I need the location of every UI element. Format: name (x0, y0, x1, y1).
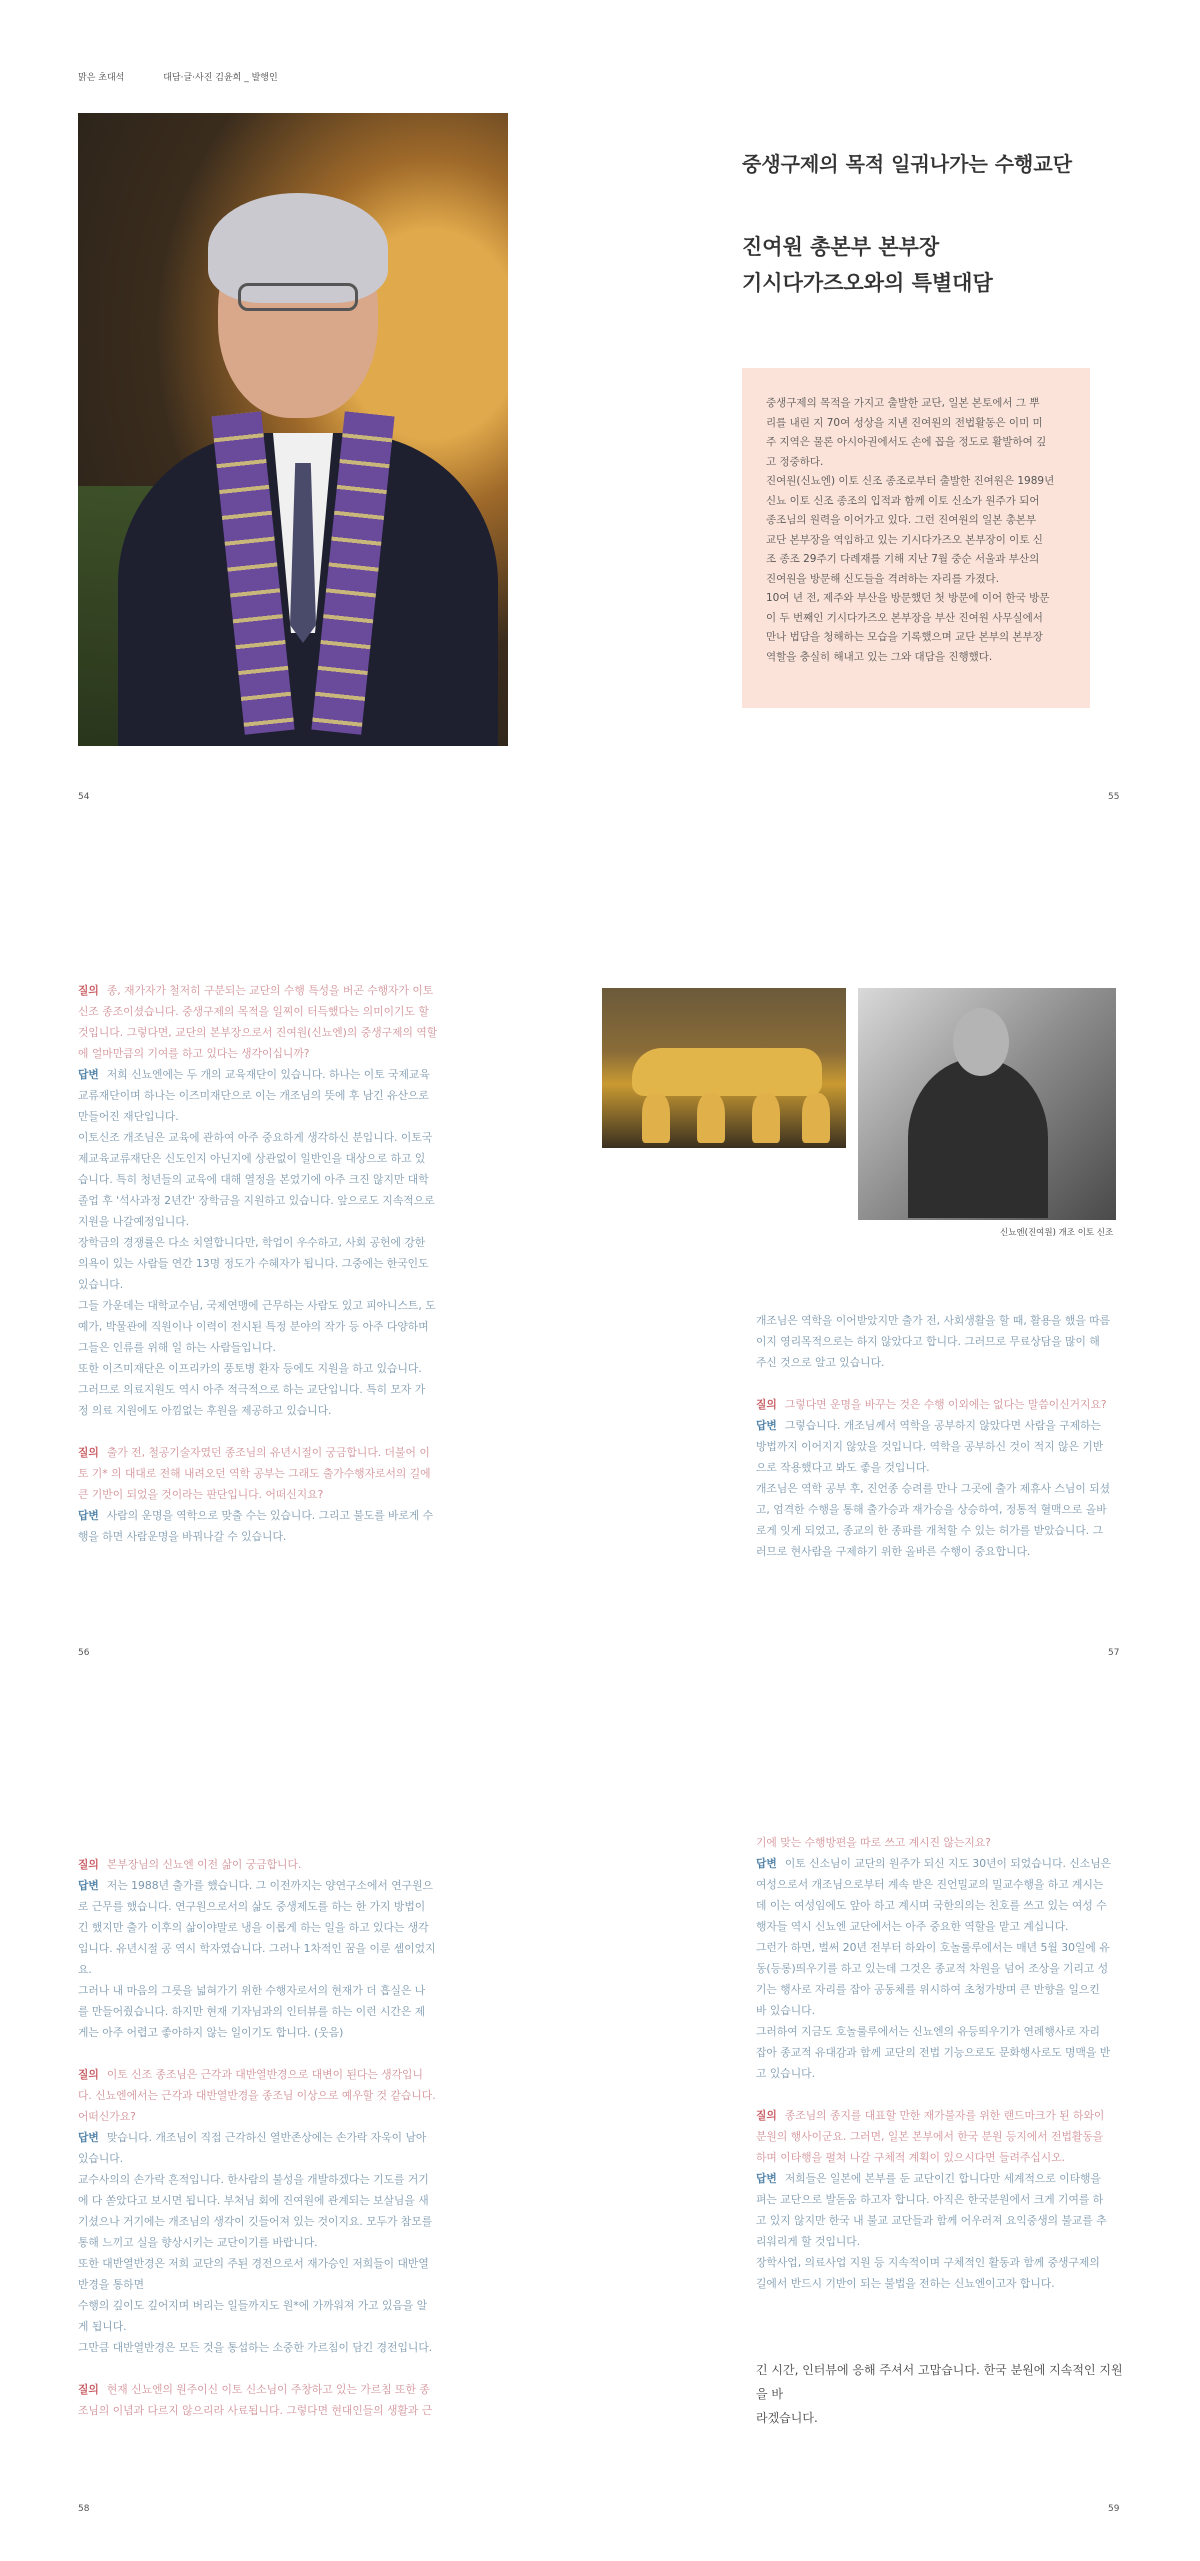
answer-text: 에 다 쏟았다고 보시면 됩니다. 부처님 회에 진여원에 관계되는 보살님을 새 (78, 2194, 429, 2207)
credit-label: 대담·글·사진 김윤희 _ 발행인 (163, 73, 278, 83)
answer-text: 수행의 깊이도 깊어지며 버리는 일들까지도 원*에 가까워져 가고 있음을 알 (78, 2299, 428, 2312)
answer-text: 습니다. 특히 청년들의 교육에 대해 열정을 본었기에 아주 크진 않지만 대학 (78, 1173, 429, 1186)
page-number: 58 (78, 2504, 90, 2514)
answer-text: 또한 이즈미재단은 이프리카의 풍토병 환자 등에도 지원을 하고 있습니다. (78, 1362, 422, 1375)
answer-text: 로 근무를 했습니다. 연구원으로서의 삶도 중생제도를 하는 한 가지 방법이 (78, 1900, 426, 1913)
question-text: 출가 전, 철공기술자였던 종조님의 유년시절이 궁금합니다. 더불어 이 (106, 1446, 430, 1459)
page-59-text (756, 1832, 1126, 2294)
answer-text: 요. (78, 1963, 92, 1976)
answer-label: 답변 (78, 1068, 99, 1081)
page-number: 59 (1108, 2504, 1120, 2514)
question-text: 어떠신가요? (78, 2110, 136, 2123)
answer-text: 교류재단이며 하나는 이즈미재단으로 이는 개조님의 뜻에 후 남긴 유산으로 (78, 1089, 429, 1102)
question-text: 기에 맞는 수행방편을 따로 쓰고 계시진 않는지요? (756, 1836, 991, 1849)
page-number: 54 (78, 792, 90, 802)
answer-text: 그들 가운데는 대학교수님, 국제연맹에 근무하는 사람도 있고 피아니스트, 도 (78, 1299, 436, 1312)
answer-text: 이토 신소님이 교단의 원주가 되신 지도 30년이 되었습니다. 신소님은 (784, 1857, 1112, 1870)
question-text: 현재 신뇨엔의 원주이신 이토 신소님이 주창하고 있는 가르침 또한 종 (106, 2383, 430, 2396)
question-text: 본부장님의 신뇨엔 이전 삶이 궁금합니다. (106, 1858, 302, 1871)
answer-text: 그러나 내 마음의 그릇을 넓혀가기 위한 수행자로서의 현재가 더 흡실은 나 (78, 1984, 426, 1997)
closing-remark (756, 2358, 1126, 2430)
intro-line: 만나 법담을 청해하는 모습을 기록했으며 교단 본부의 본부장 (766, 631, 1043, 643)
answer-text: 그렇습니다. 개조님께서 역학을 공부하지 않았다면 사람을 구제하는 (784, 1419, 1101, 1432)
page-57-text (756, 1310, 1126, 1562)
answer-text: 예가, 박물관에 직원이나 이력이 전시된 특정 분야의 작가 등 아주 다양하며 (78, 1320, 429, 1333)
portrait-photo (78, 113, 508, 746)
answer-text: 저희 신뇨엔에는 두 개의 교육재단이 있습니다. 하나는 이토 국제교육 (106, 1068, 430, 1081)
question-label: 질의 (78, 2383, 99, 2396)
title-line-3: 기시다가즈오와의 특별대담 (742, 271, 993, 295)
page-number: 55 (1108, 792, 1120, 802)
answer-text: 바 있습니다. (756, 2004, 816, 2017)
answer-text: 그러하여 지금도 호놀룰루에서는 신뇨엔의 유등띄우기가 연례행사로 자리 (756, 2025, 1100, 2038)
intro-line: 신뇨 이토 신조 종조의 입적과 함께 이토 신소가 원주가 되어 (766, 494, 1040, 507)
intro-line: 역할을 충실히 해내고 있는 그와 대담을 진행했다. (766, 650, 993, 663)
answer-text: 여성으로서 개조님으로부터 계속 받은 진언밀교의 밀교수행을 하고 계시는 (756, 1878, 1104, 1891)
title-line-1: 중생구제의 목적 일궈나가는 수행교단 (742, 152, 1073, 176)
answer-text: 저는 1988년 출가를 했습니다. 그 이전까지는 양연구소에서 연구원으 (106, 1879, 433, 1892)
answer-text: 그들은 인류를 위해 일 하는 사람들입니다. (78, 1341, 276, 1354)
answer-text: 기셨으나 거기에는 개조님의 생각이 깃들어져 있는 것이지요. 모두가 참모를 (78, 2215, 433, 2228)
answer-text: 이지 영리목적으로는 하지 않았다고 합니다. 그러므로 무료상담을 많이 해 (756, 1335, 1100, 1348)
section-label: 맑은 초대석 (78, 73, 125, 83)
closing-text: 긴 시간, 인터뷰에 응해 주셔서 고맙습니다. 한국 분원에 지속적인 지원을 바 (756, 2363, 1123, 2401)
answer-text: 긴 했지만 출가 이후의 삶이야말로 냉을 이롭게 하는 일을 하고 있다는 생각 (78, 1921, 429, 1934)
intro-line: 이 두 번째인 기시다가즈오 본부장을 부산 진여원 사무실에서 (766, 611, 1043, 624)
question-text: 분원의 행사이군요. 그러면, 일본 본부에서 한국 분원 등지에서 전법활동을 (756, 2130, 1104, 2143)
answer-text: 으로 작용했다고 봐도 좋을 것입니다. (756, 1461, 930, 1474)
answer-label: 답변 (756, 1857, 777, 1870)
answer-label: 답변 (78, 2131, 99, 2144)
answer-text: 게 됩니다. (78, 2320, 127, 2333)
question-text: 토 기* 의 대대로 전해 내려오던 역학 공부는 그래도 출가수행자로서의 길에 (78, 1467, 431, 1480)
question-label: 질의 (756, 1398, 777, 1411)
answer-text: 제교육교류재단은 신도인지 아닌지에 상관없이 일반인을 대상으로 하고 있 (78, 1152, 426, 1165)
intro-box (742, 368, 1090, 708)
answer-text: 사람의 운명을 역학으로 맞출 수는 있습니다. 그리고 불도를 바로게 수 (106, 1509, 434, 1522)
photo-caption: 신뇨엔(진여원) 개조 이토 신조 (1000, 1228, 1114, 1238)
answer-text: 졸업 후 '석사과정 2년간' 장학금을 지원하고 있습니다. 앞으로도 지속적으로 (78, 1194, 435, 1207)
answer-text: 행을 하면 사람운명을 바꿔나갈 수 있습니다. (78, 1530, 287, 1543)
answer-text: 개조님은 역학을 이어받았지만 출가 전, 사회생활을 할 때, 활용을 했을 따름 (756, 1314, 1111, 1327)
intro-line: 종조님의 원력을 이어가고 있다. 그런 진여원의 일본 총본부 (766, 514, 1037, 526)
question-text: 에 얼마만큼의 기여를 하고 있다는 생각이십니까? (78, 1047, 310, 1060)
answer-text: 통해 느끼고 실을 향상시키는 교단이기를 바랍니다. (78, 2236, 318, 2249)
page-58-text (78, 1854, 452, 2421)
question-text: 큰 기반이 되었을 것이라는 판단입니다. 어떠신지요? (78, 1488, 324, 1501)
question-text: 이토 신조 종조님은 근각과 대반열반경으로 대변이 된다는 생각입니 (106, 2068, 423, 2081)
question-label: 질의 (78, 2068, 99, 2081)
answer-label: 답변 (756, 2172, 777, 2185)
page-number: 57 (1108, 1648, 1120, 1658)
answer-text: 입니다. 유년시절 공 역시 학자였습니다. 그러나 1차적인 꿈을 이룬 셈이었지 (78, 1942, 436, 1955)
intro-line: 고 정중하다. (766, 455, 824, 468)
answer-text: 리워리게 할 것입니다. (756, 2235, 861, 2248)
question-label: 질의 (78, 984, 99, 997)
page-number: 56 (78, 1648, 90, 1658)
answer-text: 를 만들어줬습니다. 하지만 현재 기자님과의 인터뷰를 하는 이런 시간은 제 (78, 2005, 426, 2018)
answer-text: 교수사의의 손가락 흔적입니다. 한사람의 불성을 개발하겠다는 기도를 거기 (78, 2173, 429, 2186)
answer-text: 펴는 교단으로 발돋움 하고자 합니다. 아직은 한국분원에서 크게 기여를 하 (756, 2193, 1104, 2206)
answer-text: 로게 잇게 되었고, 종교의 한 종파를 개척할 수 있는 허가를 받았습니다. 그 (756, 1524, 1104, 1537)
question-text: 하며 이타행을 펼쳐 나갈 구체적 계획이 있으시다면 들려주십시오. (756, 2151, 1066, 2164)
answer-label: 답변 (78, 1509, 99, 1522)
question-text: 그렇다면 운명을 바꾸는 것은 수행 이외에는 없다는 말씀이신거지요? (784, 1398, 1107, 1411)
question-label: 질의 (756, 2109, 777, 2122)
answer-text: 지원을 나갈예정입니다. (78, 1215, 190, 1228)
intro-line: 리를 내린 지 70여 성상을 지낸 진여원의 전법활동은 이미 미 (766, 416, 1043, 429)
article-title (742, 148, 1122, 301)
answer-label: 답변 (756, 1419, 777, 1432)
answer-text: 반경을 통하면 (78, 2278, 145, 2291)
intro-line: 주 지역은 물론 아시아권에서도 손에 꼽을 정도로 활발하여 깊 (766, 436, 1047, 448)
answer-text: 만들어진 재단입니다. (78, 1110, 179, 1123)
answer-label: 답변 (78, 1879, 99, 1892)
answer-text: 개조님은 역학 공부 후, 진언종 승려를 만나 그곳에 출가 제휴사 스님이 되셨 (756, 1482, 1111, 1495)
reclining-buddha-photo (602, 988, 846, 1148)
answer-text: 행자들 역시 신뇨엔 교단에서는 아주 중요한 역할을 맡고 계십니다. (756, 1920, 1069, 1933)
answer-text: 러므로 현사람을 구제하기 위한 올바른 수행이 중요합니다. (756, 1545, 1031, 1558)
answer-text: 의욕이 있는 사람들 연간 13명 정도가 수혜자가 됩니다. 그중에는 한국인도 (78, 1257, 429, 1270)
intro-line: 진여원(신뇨엔) 이토 신조 종조로부터 출발한 진여원은 1989년 (766, 475, 1055, 487)
page-56-text (78, 980, 452, 1547)
answer-text: 있습니다. (78, 1278, 124, 1291)
question-label: 질의 (78, 1446, 99, 1459)
answer-text: 또한 대반열반경은 저희 교단의 주된 경전으로서 재가승인 저희들이 대반열 (78, 2257, 429, 2270)
answer-text: 고 있지 않지만 한국 내 불교 교단들과 함께 어우러져 요익중생의 불교를 추 (756, 2214, 1107, 2227)
magazine-header (78, 70, 314, 83)
closing-text: 라겠습니다. (756, 2411, 818, 2425)
question-text: 종조님의 종지를 대표할 만한 재가불자를 위한 랜드마크가 된 하와이 (784, 2109, 1105, 2122)
question-text: 신조 종조이셨습니다. 중생구제의 목적을 일찌이 터득했다는 의미이기도 할 (78, 1005, 429, 1018)
answer-text: 정 의료 지원에도 아낌없는 후원을 제공하고 있습니다. (78, 1404, 332, 1417)
intro-line: 중생구제의 목적을 가지고 출발한 교단, 일본 본토에서 그 뿌 (766, 397, 1040, 409)
answer-text: 저희들은 일본에 본부를 둔 교단이긴 합니다만 세계적으로 이타행을 (784, 2172, 1101, 2185)
answer-text: 그만큼 대반열반경은 모든 것을 통섭하는 소중한 가르침이 담긴 경전입니다. (78, 2341, 433, 2354)
answer-text: 장학금의 경쟁률은 다소 치열합니다만, 학업이 우수하고, 사회 공헌에 강한 (78, 1236, 426, 1249)
question-label: 질의 (78, 1858, 99, 1871)
intro-line: 조 종조 29주기 다례재를 기해 지난 7월 중순 서울과 부산의 (766, 553, 1040, 565)
answer-text: 동(등롱)띄우기를 하고 있는데 그것은 종교적 차원을 넘어 조상을 기리고 성 (756, 1962, 1109, 1975)
intro-line: 진여원을 방문해 신도들을 격려하는 자리를 가졌다. (766, 572, 1000, 585)
title-line-2: 진여원 총본부 본부장 (742, 235, 940, 259)
answer-text: 장학사업, 의료사업 지원 등 지속적이며 구체적인 활동과 함께 중생구제의 (756, 2256, 1100, 2269)
answer-text: 방법까지 이어지지 않았을 것입니다. 역학을 공부하신 것이 적지 않은 기반 (756, 1440, 1104, 1453)
answer-text: 기는 행사로 자리를 잡아 공동체를 위시하여 초청가방며 큰 반향을 일으킨 (756, 1983, 1100, 1996)
question-text: 종, 재가자가 철저히 구분되는 교단의 수행 특성을 버곤 수행자가 이토 (106, 984, 434, 997)
founder-photo (858, 988, 1116, 1220)
intro-line: 교단 본부장을 역임하고 있는 기시다가즈오 본부장이 이토 신 (766, 533, 1043, 546)
answer-text: 있습니다. (78, 2152, 124, 2165)
answer-text: 잡아 종교적 유대감과 함께 교단의 전법 기능으로도 문화행사로도 명맥을 반 (756, 2046, 1111, 2059)
answer-text: 데 이는 여성임에도 앞아 하고 계시며 국한의의는 친호를 쓰고 있는 여성 수 (756, 1899, 1107, 1912)
answer-text: 고, 엄격한 수행을 통해 출가승과 재가승을 상승하여, 정통적 혈맥으로 올바 (756, 1503, 1107, 1516)
question-text: 다. 신뇨엔에서는 근각과 대반열반경을 종조님 이상으로 예우할 것 같습니다. (78, 2089, 436, 2102)
answer-text: 그러므로 의료지원도 역시 아주 적극적으로 하는 교단입니다. 특히 모자 가 (78, 1383, 426, 1396)
question-text: 조님의 이념과 다르지 않으리라 사료됩니다. 그렇다면 현대인들의 생활과 근 (78, 2404, 433, 2417)
answer-text: 고 있습니다. (756, 2067, 816, 2080)
answer-text: 그런가 하면, 벌써 20년 전부터 하와이 호놀룰루에서는 매년 5월 30일에 유 (756, 1941, 1110, 1954)
answer-text: 길에서 반드시 기반이 되는 불법을 전하는 신뇨엔이고자 합니다. (756, 2277, 1055, 2290)
question-text: 것입니다. 그렇다면, 교단의 본부장으로서 진여원(신뇨엔)의 중생구제의 역할 (78, 1026, 438, 1039)
answer-text: 주신 것으로 알고 있습니다. (756, 1356, 885, 1369)
answer-text: 맞습니다. 개조님이 직접 근각하신 열반존상에는 손가락 자욱이 남아 (106, 2131, 427, 2144)
intro-line: 10여 년 전, 제주와 부산을 방문했던 첫 방문에 이어 한국 방문 (766, 592, 1050, 604)
answer-text: 게는 아주 어렵고 좋아하지 않는 일이기도 합니다. (웃음) (78, 2026, 344, 2039)
answer-text: 이토신조 개조님은 교육에 관하여 아주 중요하게 생각하신 분입니다. 이토국 (78, 1131, 433, 1144)
